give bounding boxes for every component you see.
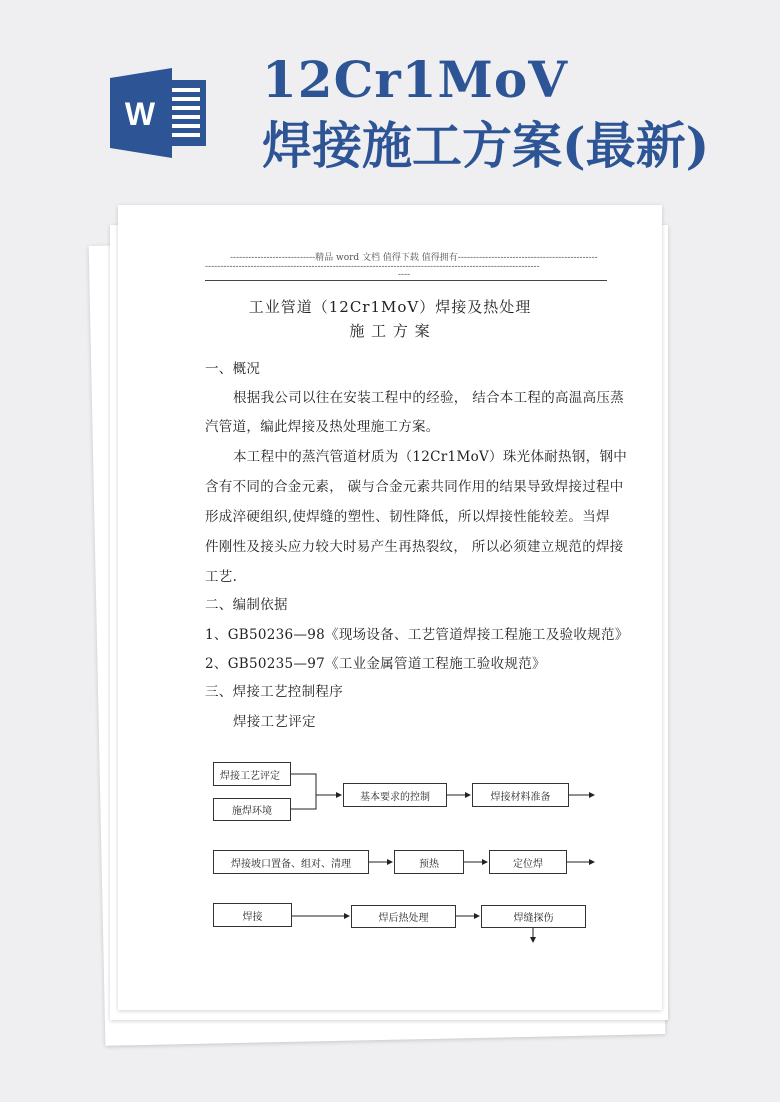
paragraph-line: 根据我公司以往在安装工程中的经验， 结合本工程的高温高压蒸 — [233, 390, 624, 406]
flow-box-tack-weld: 定位焊 — [489, 850, 567, 874]
banner-title-line1: 12Cr1MoV — [262, 50, 568, 109]
flow-box-material-prep: 焊接材料准备 — [472, 783, 569, 807]
doc-title: 工业管道（12Cr1MoV）焊接及热处理 — [248, 298, 532, 316]
flow-box-pwht: 焊后热处理 — [351, 905, 456, 928]
section-heading: 三、焊接工艺控制程序 — [205, 684, 343, 700]
header-note: ----------------------------精品 word 文档 值得下载 值得拥有---------------------------------------------- — [230, 253, 598, 263]
banner-title-line2: 焊接施工方案(最新) — [262, 116, 710, 175]
flow-box-welding: 焊接 — [213, 903, 292, 927]
doc-subtitle: 施 工 方 案 — [349, 322, 431, 340]
paragraph-line: 工艺. — [205, 569, 238, 585]
paragraph-line: 汽管道，编此焊接及热处理施工方案。 — [205, 419, 440, 435]
reference-item: 1、GB50236—98《现场设备、工艺管道焊接工程施工及验收规范》 — [205, 627, 629, 643]
subsection-heading: 焊接工艺评定 — [233, 714, 316, 730]
header-short: ---- — [398, 270, 411, 280]
flow-box-preheat: 预热 — [394, 850, 464, 874]
flow-box-basic-control: 基本要求的控制 — [343, 783, 447, 807]
paragraph-line: 件刚性及接头应力较大时易产生再热裂纹， 所以必须建立规范的焊接 — [205, 539, 624, 555]
flow-box-welding-environment: 施焊环境 — [213, 798, 291, 821]
paragraph-line: 本工程中的蒸汽管道材质为（12Cr1MoV）珠光体耐热钢，钢中 — [233, 449, 628, 465]
header-dashes: -------------------------------------------------------------------------------------------------------------- — [205, 262, 540, 272]
flow-box-procedure-qualification: 焊接工艺评定 — [213, 762, 291, 786]
flow-box-groove-prep: 焊接坡口置备、组对、清理 — [213, 850, 369, 874]
svg-text:W: W — [124, 96, 156, 132]
reference-item: 2、GB50235—97《工业金属管道工程施工验收规范》 — [205, 656, 546, 672]
paragraph-line: 含有不同的合金元素， 碳与合金元素共同作用的结果导致焊接过程中 — [205, 479, 624, 495]
section-heading: 一、概况 — [205, 361, 261, 377]
paragraph-line: 形成淬硬组织,使焊缝的塑性、韧性降低，所以焊接性能较差。当焊 — [205, 509, 610, 525]
flow-box-weld-inspection: 焊缝探伤 — [481, 905, 586, 928]
section-heading: 二、编制依据 — [205, 597, 288, 613]
